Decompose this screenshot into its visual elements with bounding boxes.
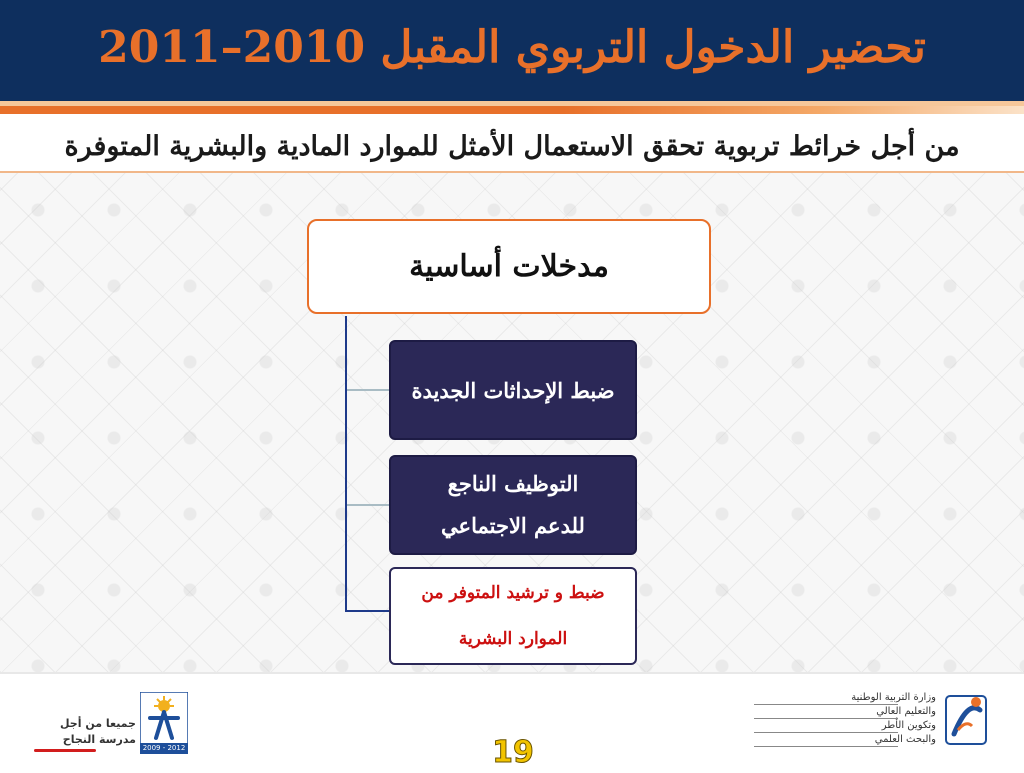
star-figure-icon <box>140 692 188 744</box>
diagram-connector-branch <box>347 504 389 506</box>
emergency-plan-emblem <box>140 692 188 754</box>
ministry-line: والتعليم العالي <box>876 706 936 717</box>
school-success-logo-line1: جميعا من أجل <box>59 717 136 730</box>
school-success-logo <box>28 715 136 755</box>
subtitle-divider <box>0 171 1024 173</box>
school-success-logo-line2: مدرسة النجاح <box>62 733 136 746</box>
diagram-node-text: ضبط الإحداثات الجديدة <box>411 377 615 403</box>
logo-underline <box>34 749 96 752</box>
diagram-node-social-support <box>389 455 637 555</box>
ministry-logo-icon <box>944 690 990 748</box>
ministry-name-block <box>754 692 936 750</box>
ministry-line: والبحث العلمي <box>874 734 936 745</box>
title-stripe-orange <box>0 106 1024 114</box>
footer-divider <box>0 672 1024 674</box>
diagram-connector-branch <box>347 610 389 612</box>
ministry-rule <box>754 746 898 747</box>
ministry-rule <box>754 718 898 719</box>
emblem-years: 2009 - 2012 <box>140 743 188 754</box>
slide-title: تحضير الدخول التربوي المقبل 2010–2011 <box>98 22 926 73</box>
page-number: 19 <box>492 735 534 770</box>
diagram-node-text: للدعم الاجتماعي <box>441 513 585 538</box>
ministry-rule <box>754 704 898 705</box>
ministry-rule <box>754 732 898 733</box>
diagram-node-text: ضبط و ترشيد المتوفر من <box>421 583 605 603</box>
title-bar <box>0 0 1024 101</box>
diagram-connector-branch <box>347 389 389 391</box>
diagram-node-new-openings <box>389 340 637 440</box>
diagram-node-text: الموارد البشرية <box>458 629 568 649</box>
ministry-line: وتكوين الأطر <box>881 720 936 731</box>
diagram-connector-trunk <box>345 316 347 612</box>
ministry-emblem-icon <box>944 690 990 748</box>
diagram-node-text: التوظيف الناجع <box>447 471 579 496</box>
slide-subtitle: من أجل خرائط تربوية تحقق الاستعمال الأمثل للموارد المادية والبشرية المتوفرة <box>64 131 960 162</box>
diagram-node-human-resources <box>389 567 637 665</box>
diagram-root-box: مدخلات أساسية <box>307 219 711 314</box>
ministry-line: وزارة التربية الوطنية <box>851 692 936 703</box>
